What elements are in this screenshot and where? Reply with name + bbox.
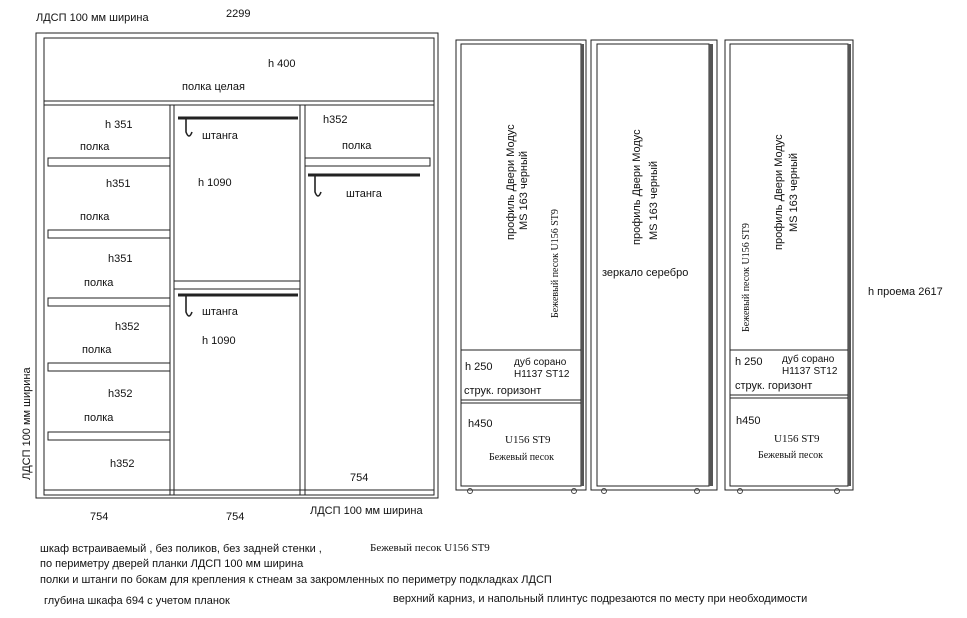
door3-mid-code: H1137 ST12 bbox=[782, 366, 838, 377]
left-h6: h352 bbox=[110, 458, 135, 470]
note-line-1-material: Бежевый песок U156 ST9 bbox=[370, 542, 490, 554]
hanger-hook-3 bbox=[315, 175, 321, 196]
door1-h-mid: h 250 bbox=[465, 361, 493, 373]
left-width: 754 bbox=[90, 511, 109, 523]
left-shelf-label-2: полка bbox=[80, 211, 110, 223]
door3-bottom-name: Бежевый песок bbox=[758, 450, 824, 461]
door3-profile: профиль Двери Модус bbox=[773, 134, 785, 250]
bottom-material-label: ЛДСП 100 мм ширина bbox=[310, 505, 423, 517]
top-shelf-height: h 400 bbox=[268, 58, 296, 70]
left-shelf-2 bbox=[48, 230, 170, 238]
left-shelf-label-5: полка bbox=[84, 412, 114, 424]
door2-fill: зеркало серебро bbox=[602, 267, 689, 279]
note-line-4: глубина шкафа 694 с учетом планок bbox=[44, 595, 230, 607]
left-shelf-4 bbox=[48, 363, 170, 371]
note-line-1: шкаф встраиваемый , без поликов, без задней стенки , bbox=[40, 543, 322, 555]
middle-shelf bbox=[174, 281, 300, 289]
door1-profile: профиль Двери Модус bbox=[505, 124, 517, 240]
middle-rod-label-1: штанга bbox=[202, 130, 238, 142]
door1-fill: Бежевый песок U156 ST9 bbox=[550, 209, 561, 318]
left-shelf-label-4: полка bbox=[82, 344, 112, 356]
middle-h2: h 1090 bbox=[202, 335, 236, 347]
left-shelf-1 bbox=[48, 158, 170, 166]
hanger-hook-1 bbox=[186, 118, 192, 136]
door-2-outline bbox=[591, 40, 717, 490]
door2-profile-2: MS 163 черный bbox=[648, 160, 660, 240]
left-h1: h 351 bbox=[105, 119, 133, 131]
right-width: 754 bbox=[350, 472, 369, 484]
door1-profile-2: MS 163 черный bbox=[518, 150, 530, 230]
right-shelf bbox=[305, 158, 430, 166]
left-h4: h352 bbox=[115, 321, 140, 333]
left-h3: h351 bbox=[108, 253, 133, 265]
door3-bottom-code: U156 ST9 bbox=[774, 433, 820, 445]
door1-struct: струк. горизонт bbox=[464, 385, 542, 397]
left-shelf-3 bbox=[48, 298, 170, 306]
door1-mid-code: H1137 ST12 bbox=[514, 369, 570, 380]
cabinet-outline bbox=[36, 33, 438, 498]
left-h2: h351 bbox=[106, 178, 131, 190]
top-shelf-label: полка целая bbox=[182, 81, 245, 93]
middle-h1: h 1090 bbox=[198, 177, 232, 189]
right-shelf-label: полка bbox=[342, 140, 372, 152]
right-rod-label: штанга bbox=[346, 188, 382, 200]
left-shelf-label-3: полка bbox=[84, 277, 114, 289]
left-shelf-5 bbox=[48, 432, 170, 440]
left-side-material-label: ЛДСП 100 мм ширина bbox=[21, 367, 33, 480]
door3-h-mid: h 250 bbox=[735, 356, 763, 368]
left-shelf-label-1: полка bbox=[80, 141, 110, 153]
door2-profile: профиль Двери Модус bbox=[631, 129, 643, 245]
door3-struct: струк. горизонт bbox=[735, 380, 813, 392]
left-h5: h352 bbox=[108, 388, 133, 400]
door1-bottom-code: U156 ST9 bbox=[505, 434, 551, 446]
opening-height-label: h проема 2617 bbox=[868, 286, 943, 298]
note-line-2: по периметру дверей планки ЛДСП 100 мм ширина bbox=[40, 558, 304, 570]
door3-fill: Бежевый песок U156 ST9 bbox=[741, 223, 752, 332]
door3-h-bottom: h450 bbox=[736, 415, 761, 427]
cabinet-width-label: 2299 bbox=[226, 8, 251, 20]
door1-bottom-name: Бежевый песок bbox=[489, 452, 555, 463]
door1-mid-decor: дуб сорано bbox=[514, 357, 567, 368]
top-material-label: ЛДСП 100 мм ширина bbox=[36, 12, 149, 24]
note-line-4-right: верхний карниз, и напольный плинтус подрезаются по месту при необходимости bbox=[393, 593, 808, 605]
middle-rod-label-2: штанга bbox=[202, 306, 238, 318]
note-line-3: полки и штанги по бокам для крепления к стнеам за закромленных по периметру подкладках ЛДСП bbox=[40, 574, 552, 586]
hanger-hook-2 bbox=[186, 295, 192, 316]
door3-profile-2: MS 163 черный bbox=[788, 152, 800, 232]
right-h1: h352 bbox=[323, 114, 348, 126]
door1-h-bottom: h450 bbox=[468, 418, 493, 430]
door3-mid-decor: дуб сорано bbox=[782, 354, 835, 365]
middle-width: 754 bbox=[226, 511, 245, 523]
